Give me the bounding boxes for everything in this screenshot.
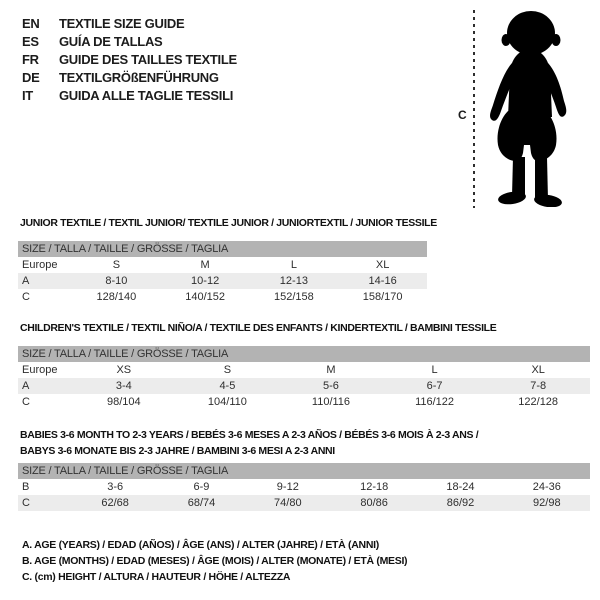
height-cell: 80/86 <box>360 497 388 509</box>
table-row-europe <box>18 362 590 378</box>
age-cell: 12-13 <box>279 275 308 287</box>
height-cell: 110/116 <box>311 396 351 408</box>
age-cell: 3-4 <box>115 380 132 392</box>
size-header-row <box>18 463 590 479</box>
age-cell: 8-10 <box>105 275 128 287</box>
language-row-es <box>22 32 237 50</box>
babies-size-table <box>18 427 590 511</box>
junior-size-table <box>18 215 437 305</box>
guide-title-fr: GUIDE DES TAILLES TEXTILE <box>59 51 237 67</box>
size-cell: M <box>200 259 210 271</box>
height-cell: 98/104 <box>106 396 141 408</box>
row-label: Europe <box>22 259 58 271</box>
size-header-row <box>18 241 427 257</box>
junior-table-title: JUNIOR TEXTILE / TEXTIL JUNIOR/ TEXTILE JUNIOR / JUNIORTEXTIL / JUNIOR TESSILE <box>20 217 437 229</box>
table-row-height <box>18 289 427 305</box>
language-row-it <box>22 86 237 104</box>
months-cell: 3-6 <box>107 481 124 493</box>
guide-title-it: GUIDA ALLE TAGLIE TESSILI <box>59 87 234 103</box>
language-code: FR <box>22 51 39 67</box>
children-size-table <box>18 320 590 410</box>
table-row-europe <box>18 257 427 273</box>
months-cell: 12-18 <box>360 481 389 493</box>
height-cell: 158/170 <box>362 291 403 303</box>
row-label: Europe <box>22 364 58 376</box>
height-cell: 74/80 <box>274 497 302 509</box>
height-cell: 104/110 <box>207 396 247 408</box>
row-label: C <box>22 396 30 408</box>
age-cell: 7-8 <box>530 380 547 392</box>
language-row-en <box>22 14 237 32</box>
size-cell: S <box>112 259 121 271</box>
months-cell: 18-24 <box>446 481 475 493</box>
height-cell: 68/74 <box>187 497 216 509</box>
size-cell: XS <box>116 364 132 376</box>
children-table-grid <box>18 346 590 410</box>
height-measure-dashed-line <box>473 10 475 208</box>
height-cell: 62/68 <box>101 497 129 509</box>
height-cell: 86/92 <box>446 497 475 509</box>
age-cell: 4-5 <box>219 380 236 392</box>
row-label: C <box>22 497 30 509</box>
legend-notes <box>22 537 407 585</box>
legend-note-height: C. (cm) HEIGHT / ALTURA / HAUTEUR / HÖHE / ALTEZZA <box>22 571 291 583</box>
months-cell: 6-9 <box>193 481 210 493</box>
guide-title-es: GUÍA DE TALLAS <box>59 33 163 49</box>
row-label: A <box>22 380 30 392</box>
height-cell: 92/98 <box>533 497 561 509</box>
age-cell: 10-12 <box>191 275 220 287</box>
height-cell: 152/158 <box>273 291 314 303</box>
babies-table-title-line1: BABIES 3-6 MONTH TO 2-3 YEARS / BEBÉS 3-6 MESES A 2-3 AÑOS / BÉBÉS 3-6 MOIS À 2-3 ANS / <box>20 429 479 441</box>
language-code: DE <box>22 69 40 85</box>
size-header-label: SIZE / TALLA / TAILLE / GRÖSSE / TAGLIA <box>22 465 229 477</box>
size-cell: M <box>326 364 336 376</box>
size-cell: XL <box>375 259 390 271</box>
table-row-months <box>18 479 590 495</box>
language-row-de <box>22 68 237 86</box>
age-cell: 5-6 <box>323 380 339 392</box>
guide-title-de: TEXTILGRÖßENFÜHRUNG <box>59 69 219 85</box>
legend-note-age-months: B. AGE (MONTHS) / EDAD (MESES) / ÂGE (MOIS) / ALTER (MONATE) / ETÀ (MESI) <box>22 555 408 567</box>
size-header-label: SIZE / TALLA / TAILLE / GRÖSSE / TAGLIA <box>22 348 229 360</box>
height-cell: 140/152 <box>185 291 225 303</box>
height-measure-label: C <box>458 108 467 122</box>
babies-table-title-line2: BABYS 3-6 MONATE BIS 2-3 JAHRE / BAMBINI 3-6 MESI A 2-3 ANNI <box>20 445 335 457</box>
age-cell: 6-7 <box>426 380 443 392</box>
size-header-label: SIZE / TALLA / TAILLE / GRÖSSE / TAGLIA <box>22 243 229 255</box>
children-table-title: CHILDREN'S TEXTILE / TEXTIL NIÑO/A / TEXTILE DES ENFANTS / KINDERTEXTIL / BAMBINI TESSILE <box>20 322 497 334</box>
table-row-age <box>18 273 427 289</box>
row-label: A <box>22 275 30 287</box>
language-code: EN <box>22 15 40 31</box>
months-cell: 24-36 <box>532 481 561 493</box>
size-cell: XL <box>531 364 545 376</box>
size-cell: L <box>431 364 438 376</box>
size-cell: L <box>290 259 297 271</box>
language-list <box>22 14 237 104</box>
size-cell: S <box>223 364 232 376</box>
babies-table-grid <box>18 463 590 511</box>
junior-table-grid <box>18 241 427 305</box>
row-label: C <box>22 291 30 303</box>
table-row-height <box>18 394 590 410</box>
table-row-height <box>18 495 590 511</box>
size-header-row <box>18 346 590 362</box>
language-row-fr <box>22 50 237 68</box>
age-cell: 14-16 <box>368 275 397 287</box>
language-code: IT <box>22 87 33 103</box>
months-cell: 9-12 <box>276 481 299 493</box>
legend-note-age-years: A. AGE (YEARS) / EDAD (AÑOS) / ÂGE (ANS) / ALTER (JAHRE) / ETÀ (ANNI) <box>22 539 379 551</box>
height-cell: 128/140 <box>96 291 137 303</box>
language-code: ES <box>22 33 39 49</box>
height-cell: 116/122 <box>415 396 455 408</box>
row-label: B <box>22 481 30 493</box>
baby-silhouette-icon <box>482 9 572 207</box>
guide-title-en: TEXTILE SIZE GUIDE <box>59 15 185 31</box>
table-row-age <box>18 378 590 394</box>
height-cell: 122/128 <box>518 396 559 408</box>
